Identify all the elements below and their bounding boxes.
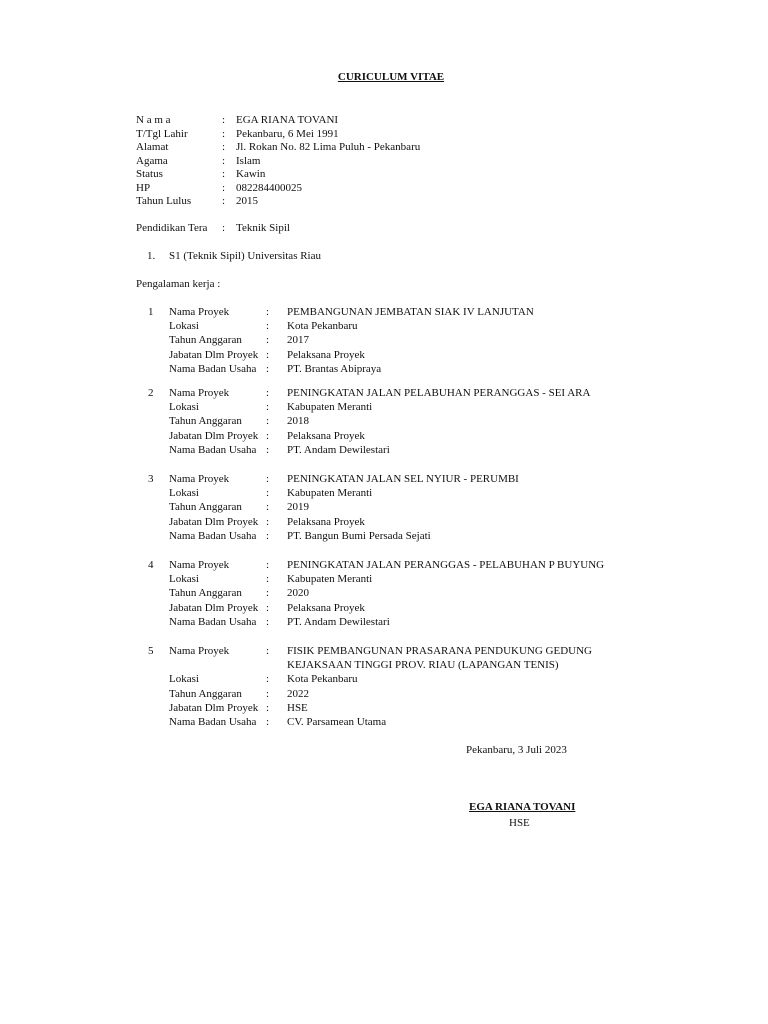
field-value: CV. Parsamean Utama xyxy=(287,716,387,728)
field-value: Kabupaten Meranti xyxy=(287,573,373,586)
field-label: Nama Proyek xyxy=(169,306,230,318)
personal-value: Pekanbaru, 6 Mei 1991 xyxy=(236,127,339,140)
field-label: Tahun Anggaran xyxy=(169,587,242,600)
field-value: Kabupaten Meranti xyxy=(287,401,373,414)
field-colon: : xyxy=(266,306,270,318)
project-number: 3 xyxy=(148,473,154,485)
field-label: Jabatan Dlm Proyek xyxy=(169,515,259,528)
field-colon: : xyxy=(266,362,270,375)
field-label: Jabatan Dlm Proyek xyxy=(169,701,259,714)
project-number: 1 xyxy=(148,306,154,318)
field-colon: : xyxy=(266,687,270,700)
field-label: Nama Badan Usaha xyxy=(169,716,257,728)
field-colon: : xyxy=(266,673,270,686)
field-colon: : xyxy=(266,587,270,600)
field-value: PT. Bangun Bumi Persada Sejati xyxy=(287,529,431,542)
field-colon: : xyxy=(266,645,270,657)
personal-label: Agama xyxy=(136,154,168,167)
field-colon: : xyxy=(266,515,270,528)
field-label: Lokasi xyxy=(169,401,199,414)
field-colon: : xyxy=(266,429,270,442)
signature-name: EGA RIANA TOVANI xyxy=(469,801,576,813)
place-date: Pekanbaru, 3 Juli 2023 xyxy=(466,744,567,756)
field-colon: : xyxy=(266,559,270,571)
experience-heading: Pengalaman kerja : xyxy=(136,278,221,290)
field-label: Jabatan Dlm Proyek xyxy=(169,601,259,614)
personal-label: Status xyxy=(136,168,163,180)
personal-colon: : xyxy=(222,114,226,126)
field-value: PT. Andam Dewilestari xyxy=(287,615,390,628)
field-label: Jabatan Dlm Proyek xyxy=(169,429,259,442)
field-label: Lokasi xyxy=(169,487,199,500)
field-value: PT. Brantas Abipraya xyxy=(287,362,382,375)
field-colon: : xyxy=(266,415,270,428)
personal-value: EGA RIANA TOVANI xyxy=(236,114,339,126)
personal-label: Tahun Lulus xyxy=(136,195,192,207)
personal-colon: : xyxy=(222,195,226,207)
field-value: Pelaksana Proyek xyxy=(287,348,365,361)
field-label: Lokasi xyxy=(169,573,199,586)
project-number: 4 xyxy=(148,559,154,571)
personal-colon: : xyxy=(222,181,226,194)
field-label: Nama Badan Usaha xyxy=(169,443,257,456)
project-number: 5 xyxy=(148,645,154,657)
field-colon: : xyxy=(266,716,270,728)
field-value: PT. Andam Dewilestari xyxy=(287,443,390,456)
field-colon: : xyxy=(266,501,270,514)
field-colon: : xyxy=(266,320,270,333)
field-value: 2018 xyxy=(287,415,309,428)
personal-value: Jl. Rokan No. 82 Lima Puluh - Pekanbaru xyxy=(236,141,421,153)
personal-label: HP xyxy=(136,181,151,194)
document-title: CURICULUM VITAE xyxy=(337,71,445,83)
field-value: Kota Pekanbaru xyxy=(287,673,358,686)
personal-colon: : xyxy=(222,127,226,140)
education-list-text: S1 (Teknik Sipil) Universitas Riau xyxy=(169,250,321,262)
personal-colon: : xyxy=(222,168,226,180)
field-colon: : xyxy=(266,573,270,586)
field-label: Tahun Anggaran xyxy=(169,501,242,514)
personal-value: 082284400025 xyxy=(236,181,302,194)
field-label: Jabatan Dlm Proyek xyxy=(169,348,259,361)
field-value: PENINGKATAN JALAN PELABUHAN PERANGGAS - SEI ARA xyxy=(287,387,591,399)
field-colon: : xyxy=(266,529,270,542)
field-colon: : xyxy=(266,387,270,399)
field-value: PEMBANGUNAN JEMBATAN SIAK IV LANJUTAN xyxy=(287,306,534,318)
field-colon: : xyxy=(266,487,270,500)
field-colon: : xyxy=(266,615,270,628)
field-colon: : xyxy=(266,601,270,614)
field-colon: : xyxy=(266,401,270,414)
field-label: Nama Badan Usaha xyxy=(169,529,257,542)
field-value: Kabupaten Meranti xyxy=(287,487,373,500)
field-value: 2020 xyxy=(287,587,309,600)
field-colon: : xyxy=(266,443,270,456)
field-label: Nama Proyek xyxy=(169,645,230,657)
field-colon: : xyxy=(266,701,270,714)
personal-colon: : xyxy=(222,141,226,153)
personal-label: T/Tgl Lahir xyxy=(136,127,188,140)
field-value: Pelaksana Proyek xyxy=(287,429,365,442)
personal-label: N a m a xyxy=(136,114,171,126)
field-label: Lokasi xyxy=(169,673,199,686)
signature-role: HSE xyxy=(509,817,530,829)
field-value: KEJAKSAAN TINGGI PROV. RIAU (LAPANGAN TENIS) xyxy=(287,659,559,672)
education-colon: : xyxy=(222,222,226,234)
education-label: Pendidikan Tera xyxy=(136,222,208,234)
field-value: PENINGKATAN JALAN SEL NYIUR - PERUMBI xyxy=(287,473,519,485)
personal-value: 2015 xyxy=(236,195,258,207)
field-value: Pelaksana Proyek xyxy=(287,601,365,614)
field-value: 2019 xyxy=(287,501,309,514)
field-label: Tahun Anggaran xyxy=(169,415,242,428)
field-label: Tahun Anggaran xyxy=(169,687,242,700)
education-value: Teknik Sipil xyxy=(236,222,290,234)
field-label: Nama Proyek xyxy=(169,387,230,399)
field-value: Pelaksana Proyek xyxy=(287,515,365,528)
project-number: 2 xyxy=(148,387,154,399)
field-colon: : xyxy=(266,473,270,485)
field-label: Nama Proyek xyxy=(169,473,230,485)
field-colon: : xyxy=(266,334,270,347)
field-label: Tahun Anggaran xyxy=(169,334,242,347)
field-label: Nama Badan Usaha xyxy=(169,615,257,628)
field-label: Nama Proyek xyxy=(169,559,230,571)
field-value: 2017 xyxy=(287,334,309,347)
field-value: HSE xyxy=(287,701,308,714)
education-list-number: 1. xyxy=(147,250,156,262)
field-value: FISIK PEMBANGUNAN PRASARANA PENDUKUNG GEDUNG xyxy=(287,645,592,657)
field-value: 2022 xyxy=(287,687,309,700)
field-colon: : xyxy=(266,348,270,361)
field-value: Kota Pekanbaru xyxy=(287,320,358,333)
personal-value: Islam xyxy=(236,154,261,167)
personal-colon: : xyxy=(222,154,226,167)
personal-value: Kawin xyxy=(236,168,266,180)
field-label: Nama Badan Usaha xyxy=(169,362,257,375)
personal-label: Alamat xyxy=(136,141,169,153)
field-value: PENINGKATAN JALAN PERANGGAS - PELABUHAN P BUYUNG xyxy=(287,559,605,571)
field-label: Lokasi xyxy=(169,320,199,333)
